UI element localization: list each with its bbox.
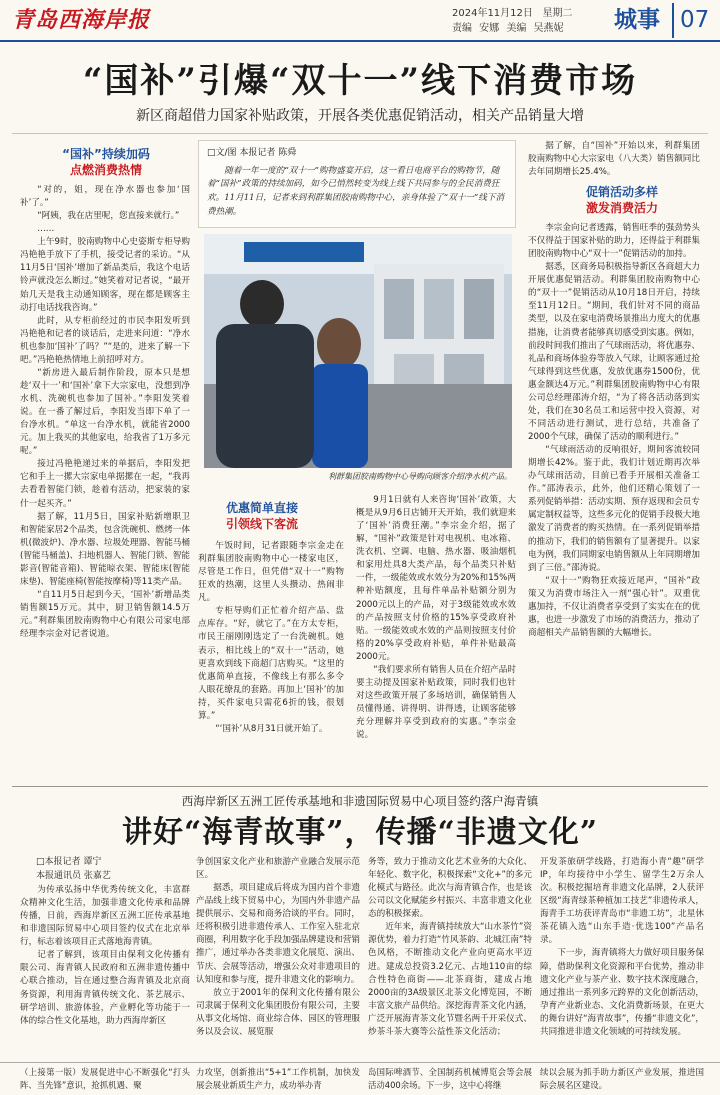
section-b-title-line2: 引领线下客流 — [225, 517, 298, 532]
newspaper-logo: 青岛西海岸报 — [12, 7, 151, 33]
store-photo — [204, 234, 512, 468]
story1-byline: □文/图 本报记者 陈舜 — [207, 148, 297, 158]
paragraph: “自11月5日起到今天，‘国补’新增品类销售额15万元。其中，厨卫销售额14.5万元。”利群集团胶南购物中心有限公司家电部经理李宗金对记者说道。 — [20, 589, 190, 640]
paragraph: …… — [37, 224, 55, 235]
paragraph: “‘国补’从8月31日就开始了。 — [215, 723, 328, 734]
section-a-title-line1: “国补”持续加码 — [62, 147, 150, 161]
story1-column-3 — [198, 540, 344, 780]
footer-column-4: 续以会展为抓手助力新区产业发展，推进国际会展名区建设。 — [540, 1067, 704, 1090]
story2-column-3 — [368, 856, 532, 1058]
paragraph: 据悉，区商务局积极指导新区各商超大力开展优惠促销活动。利群集团胶南购物中心的“双十一”促销活动从10月18日开启，持续至11月12日。“期间，我们针对不同的商品类型，以及在家电消费场景推出力度大的优惠措施，让消费者能够真切感受到实惠。例如，前段时间我们推出了气球雨活动，将优惠券、礼品和商场体验券等放入气球，让顾客通过抢气球得到这些优惠，发放优惠券1500份，优惠金额达4万元。”利群集团胶南购物中心有限公司总经理邵涛介绍，“为了将各活动落到实处，我们在30名员工和运营中投入资源，对不同活动进行测试，进行总结，共准备了2000个气球，确保了活动的顺利进行。” — [528, 262, 700, 442]
story2-lead: 西海岸新区五洲工匠传承基地和非遗国际贸易中心项目签约落户海青镇 — [181, 794, 539, 808]
story1-column-4 — [356, 494, 516, 780]
footer-divider — [0, 1062, 720, 1063]
section-a-title — [36, 146, 176, 178]
paragraph: “对的，姐，现在净水器也参加‘国补’了。” — [20, 185, 190, 209]
photo-illustration — [204, 234, 512, 468]
issue-date: 2024年11月12日 — [452, 8, 533, 19]
paragraph: 为传承弘扬中华优秀传统文化，丰富群众精神文化生活，加强非遗文化传承和品牌传播，日前，西海岸新区五洲工匠传承基地和非遗国际贸易中心项目签约仪式在北京举行，标志着该项目正式落地海青镇。 — [20, 885, 190, 948]
paragraph: 接过冯艳艳递过来的单据后，李阳发把它和手上一摞大宗家电单据摞在一起，“我再去看看智能门锁，趁着有活动，把家装的家什一起买齐。” — [20, 459, 190, 509]
masthead-divider — [0, 40, 720, 42]
paragraph: 近年来，海青镇持续放大“山水茶竹”资源优势，着力打造“竹风茶韵、北城江南”特色风格，不断推动文化产业向更高水平迈进。建成总投资3.2亿元、占地110亩的综合性特色商街——北茶商街，建成占地2000亩的3A级景区北茶文化博览园，不断丰富文旅产品供给。深挖海青茶文化内涵，广泛开展海青茶文化节暨名两千开采仪式、炒茶斗茶大赛等公益性茶文化活动； — [368, 922, 532, 1037]
paragraph: 务等，致力于推动文化艺术业务的大众化、年轻化、数字化，积极探索“文化+”的多元化模式与路径。此次与海青镇合作，也是该公司以文化赋能乡村振兴、丰富非遗文化业态的积极探索。 — [368, 857, 532, 920]
story1-column-5-top — [528, 140, 700, 182]
footer-column-1: （上接第一版）发展促进中心不断强化“打头阵、当先锋”意识，抢抓机遇、聚 — [20, 1067, 190, 1090]
story2-column-1 — [20, 884, 190, 1058]
paragraph: 据了解，11月5日，国家补贴新增职卫和智能家居2个品类，包含洗碗机、燃烤一体机(微波炉)、净水器、垃圾处理器、智能马桶(智能马桶盖)、扫地机器人、智能门锁、智能影音(智能音箱)、智能晾衣架、智能床(智能床垫)、智能座椅(智能按摩椅)等11类产品。 — [20, 511, 190, 587]
story1-headline: “国补”引爆“双十一”线下消费市场 — [82, 61, 638, 101]
paragraph: 李宗金向记者透露，销售旺季的强劲势头不仅得益于国家补贴的助力，还得益于利群集团胶南购物中心“双十一”促销活动的加持。 — [528, 223, 700, 260]
paragraph: 据悉，项目建成后将成为国内首个非遗产品线上线下贸易中心，为国内外非遗产品提供展示、交易和商务洽谈的平台。同时，还将积极引进非遗传承人、工作室入驻北京商圈，利用数字化手段加强品牌建设和营销推广，通过举办各类非遗文化展览、演出、节庆、会展等活动，增强公众对非遗项目的认知度和参与度，提升非遗文化的影响力。 — [196, 883, 360, 985]
masthead-editors: 责编 安娜 美编 吴燕妮 — [452, 23, 564, 34]
story1-column-5 — [528, 222, 700, 780]
story1-top-rule — [12, 133, 708, 134]
story2-byline-reporter: □本报记者 谭宁 — [36, 857, 102, 867]
section-name: 城事 — [614, 7, 660, 33]
page-number: 07 — [672, 3, 709, 38]
paragraph: “双十一”购物狂欢接近尾声，“国补”政策又为消费市场注入一剂“强心针”。双重优惠加持，不仅让消费者享受到了实实在在的优惠，也进一步激发了市场的消费活力，推动了商超相关产品销售额的大幅增长。 — [528, 575, 700, 638]
section-c-title — [572, 184, 672, 216]
paragraph: 争创国家文化产业和旅游产业融合发展示范区。 — [196, 857, 360, 881]
story2-column-4 — [540, 856, 704, 1058]
section-b-title — [214, 500, 310, 532]
section-c-title-line1: 促销活动多样 — [585, 185, 658, 199]
section-c-title-line2: 激发消费活力 — [585, 201, 658, 216]
paragraph: 下一步，海青镇将大力做好项目服务保障，借助保利文化资源和平台优势，推动非遗文化产业与茶产业、数字技术深度融合，通过推出一系列多元跨界的文化创新活动，孕育产业新业态、文化消费新场景，在更大的舞台讲好“海青故事”，传播“非遗文化”，共同推进非遗文化领域的可持续发展。 — [540, 948, 704, 1037]
paragraph: 开发茶旅研学线路，打造海小青“趣”研学IP，年均接待中小学生、留学生2万余人次。积极挖掘培育非遗文化品牌，2人获评区级“海青绿茶种植加工技艺”非遗传承人，海青手工坊获评青岛市“非遗工坊”，北星休茶花镇入选“山东手造·优选100”产品名录。 — [540, 857, 704, 946]
paragraph: 此时，从专柜前经过的市民李阳发听到冯艳艳和记者的谈话后，走进来问道：“净水机也参加‘国补’了吗？”“是的，进来了解一下吧。”冯艳艳热情地上前招呼对方。 — [20, 315, 190, 365]
masthead-date — [452, 6, 572, 21]
intro-box — [198, 140, 516, 228]
issue-weekday: 星期二 — [542, 8, 573, 19]
paragraph: “阿姨，我在店里呢，您直接来就行。” — [37, 211, 180, 222]
story2-headline: 讲好“海青故事”，传播“非遗文化” — [121, 815, 599, 850]
story1-column-1 — [20, 184, 190, 780]
photo-caption: 利群集团胶南购物中心导购向顾客介绍净水机产品。 — [328, 472, 512, 481]
paragraph: “新房进入最后制作阶段，原本只是想趁‘双十一’和‘国补’拿下大宗家电，没想到净水机、洗碗机也参加了国补。”李阳发笑着说。在一番了解过后，李阳发当即下单了一台净水机。“单这一台净水机，就能省2000元。加上我买的其他家电，给我省了1万多元呢。” — [20, 367, 190, 457]
paragraph: 放立于2001年的保利文化传播有限公司隶属于保利文化集团股份有限公司，主要从事文化场馆、商业综合体、园区的管理服务以及会议、展览服 — [196, 987, 360, 1037]
paragraph: 专柜导购们正忙着介绍产品、盘点库存。“好，就它了。”在方太专柜，市民王丽刚刚选定了一台洗碗机。她表示，相比线上的“双十一”活动，她更喜欢到线下商超门店购买。“这里的优惠简单直接，不像线上有那么多令人眼花缭乱的套路。再加上‘国补’的加持，买件家电只需花6折的钱，很划算。” — [198, 606, 344, 721]
paragraph: “气球雨活动的反响很好，期间客流较同期增长42%。鉴于此，我们计划近期再次举办气球雨活动，目前已看手开展相关准备工作。”邵涛表示，此外，他们还精心策划了一系列促销举措：活动实期、预存返现和会员专属定制权益等，这些多元化的促销手段极大地激发了消费者的购买热情。在一系列促销举措的推动下，我们的销售额有了显著提升。以家电为例，我们同期家电销售额从上年同期增加到了三倍。”邵涛说。 — [528, 445, 700, 573]
story1-intro: 随着一年一度的“双十一”购物盛宴开启，这一看日电商平台的购物节，随着“国补”政策的持续加码，如今已悄然转变为线上线下共同参与的全民消费狂欢。11月11日，记者来到利群集团胶南购物中心，亲身体验了“双十一”线下消费热潮。 — [207, 165, 505, 217]
section-b-title-line1: 优惠简单直接 — [225, 501, 298, 515]
footer-column-2: 力攻坚，创新推出“5+1”工作机制，加快发展会展业新质生产力，成功举办青 — [196, 1067, 360, 1090]
story2-byline — [36, 856, 166, 883]
footer-column-3: 岛国际啤酒节、全国制药机械博览会等会展活动400余场。下一步，这中心将继 — [368, 1067, 532, 1090]
paragraph: 午饭时间，记者跟随李宗金走在利群集团胶南购物中心一楼家电区，尽管是工作日，但凭借“双十一”购物狂欢的热潮，这里人头攒动、热闹非凡。 — [198, 541, 344, 604]
paragraph: 9月1日就有人来咨询‘国补’政策，大概是从9月6日店铺开天开始，我们就迎来了‘国补’消费狂潮。”李宗金介绍，据了解，“国补”政策是针对电视机、电冰箱、洗衣机、空调、电脑、热水器、吸油烟机和家用灶具8大类产品，每个品类只补贴一件，一级能效或水效分为20%和15%两种补贴额度，且每件单品补贴额分别为2000元以上的产品，对于3级能效或水效的产品按照支付价格的15%享受政府补贴。一级能效或水效的产品则按照支付价格的20%享受政府补贴，单件补贴最高2000元。 — [356, 495, 516, 662]
paragraph: “我们要求所有销售人员在介绍产品时要主动提及国家补贴政策，同时我们也针对这些政策开展了多场培训，确保销售人员懂得通、讲得明、讲得透，让顾客能够充分理解并享受到政府的实惠。”李宗金说。 — [356, 664, 516, 741]
story2-byline-correspondent: 本报通讯员 张嘉艺 — [36, 870, 111, 881]
section-a-title-line2: 点燃消费热情 — [69, 163, 142, 178]
paragraph: 上午9时，胶南购物中心史姿斯专柜导购冯艳艳手放下了手机，接受记者的采访。“从11月5日‘国补’增加了新品类后，我这个电话铃声就没怎么断过。”她笑着对记者说，“最开始几天是我主动通知顾客，现在都是顾客主动打电话找我咨询。” — [20, 237, 190, 313]
story1-subheadline: 新区商超借力国家补贴政策，开展各类优惠促销活动，相关产品销量大增 — [136, 108, 584, 124]
story2-column-2 — [196, 856, 360, 1058]
story-divider — [12, 786, 708, 787]
paragraph: 记者了解到，该项目由保利文化传播有限公司、海青镇人民政府和五洲非遗传播中心联合推动，旨在通过整合海青镇及北京商务资源，利用海青镇传统文化、茶艺展示、研学培训、旅游体验，产业孵化等功能于一体的综合性文化基地，助力西海岸新区 — [20, 950, 190, 1026]
paragraph: 据了解，自“国补”开始以来，利群集团胶南购物中心大宗家电（八大类）销售额同比去年同期增长25.4%。 — [528, 141, 700, 178]
